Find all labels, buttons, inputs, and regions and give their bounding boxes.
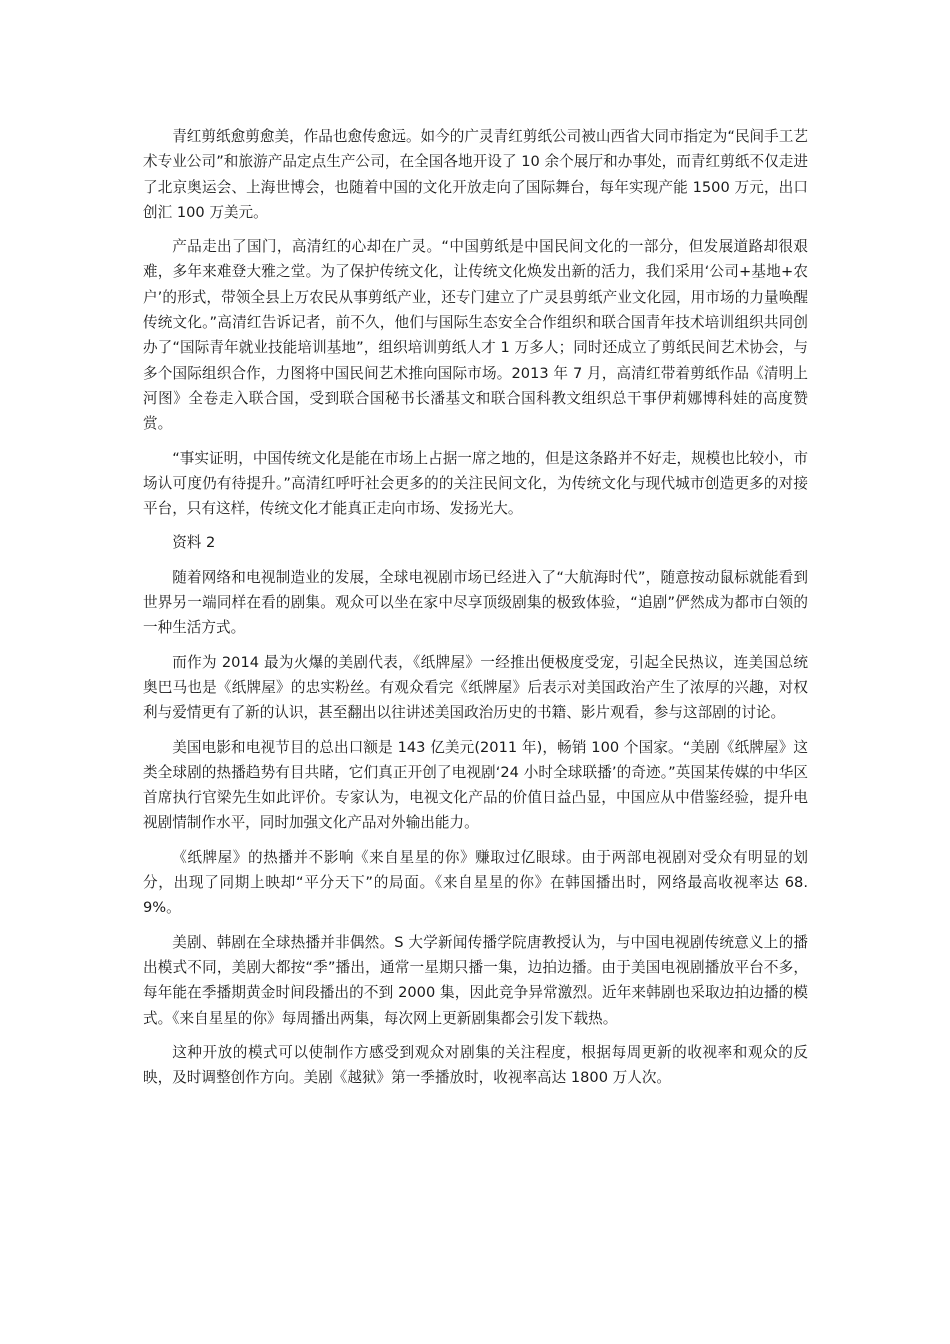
paragraph-my-love-from-the-star: 《纸牌屋》的热播并不影响《来自星星的你》赚取过亿眼球。由于两部电视剧对受众有明显的划分，出现了同期上映却“平分天下”的局面。《来自星星的你》在韩国播出时，网络最高收视率达 68.9%。 [143,848,808,917]
paragraph-traditional-culture-market: “事实证明，中国传统文化是能在市场上占据一席之地的，但是这条路并不好走，规模也比较小，市场认可度仍有待提升。”高清红呼吁社会更多的的关注民间文化，为传统文化与现代城市创造更多的对接平台，只有这样，传统文化才能真正走向市场、发扬光大。 [143,449,808,518]
paragraph-house-of-cards: 而作为 2014 最为火爆的美剧代表，《纸牌屋》一经推出便极度受宠，引起全民热议，连美国总统奥巴马也是《纸牌屋》的忠实粉丝。有观众看完《纸牌屋》后表示对美国政治产生了浓厚的兴趣，对权利与爱情更有了新的认识，甚至翻出以往讲述美国政治历史的书籍、影片观看，参与这部剧的讨论。 [143,653,808,722]
paragraph-qinghong-papercut-company: 青红剪纸愈剪愈美，作品也愈传愈远。如今的广灵青红剪纸公司被山西省大同市指定为“民间手工艺术专业公司”和旅游产品定点生产公司，在全国各地开设了 10 余个展厅和办事处，而青红剪纸不仅走进了北京奥运会、上海世博会，也随着中国的文化开放走向了国际舞台，每年实现产能 1500 万元，出口创汇 100 万美元。 [143,128,808,221]
paragraph-broadcast-model: 美剧、韩剧在全球热播并非偶然。S 大学新闻传播学院唐教授认为，与中国电视剧传统意义上的播出模式不同，美剧大都按“季”播出，通常一星期只播一集，边拍边播。由于美国电视剧播放平台不多，每年能在季播期黄金时间段播出的不到 2000 集，因此竞争异常激烈。近年来韩剧也采取边拍边播的模式。《来自星星的你》每周播出两集，每次网上更新剧集都会引发下载热。 [143,933,808,1027]
paragraph-gao-qinghong-guangling: 产品走出了国门，高清红的心却在广灵。“中国剪纸是中国民间文化的一部分，但发展道路却很艰难，多年来难登大雅之堂。为了保护传统文化，让传统文化焕发出新的活力，我们采用‘公司+基地+农户’的形式，带领全县上万农民从事剪纸产业，还专门建立了广灵县剪纸产业文化园，用市场的力量唤醒传统文化。”高清红告诉记者，前不久，他们与国际生态安全合作组织和联合国青年技术培训组织共同创办了“国际青年就业技能培训基地”，组织培训剪纸人才 1 万多人；同时还成立了剪纸民间艺术协会，与多个国际组织合作，力图将中国民间艺术推向国际市场。2013 年 7 月，高清红带着剪纸作品《清明上河图》全卷走入联合国，受到联合国秘书长潘基文和联合国科教文组织总干事伊莉娜博科娃的高度赞赏。 [143,238,808,433]
paragraph-open-model: 这种开放的模式可以使制作方感受到观众对剧集的关注程度，根据每周更新的收视率和观众的反映，及时调整创作方向。美剧《越狱》第一季播放时，收视率高达 1800 万人次。 [143,1043,808,1087]
document-body [143,124,808,1099]
paragraph-global-tv-market: 随着网络和电视制造业的发展，全球电视剧市场已经进入了“大航海时代”，随意按动鼠标就能看到世界另一端同样在看的剧集。观众可以坐在家中尽享顶级剧集的极致体验，“追剧”俨然成为都市白领的一种生活方式。 [143,568,808,637]
section-label-material-2: 资料 2 [172,534,216,552]
paragraph-us-export: 美国电影和电视节目的总出口额是 143 亿美元(2011 年)，畅销 100 个国家。“美剧《纸牌屋》这类全球剧的热播趋势有目共睹，它们真正开创了电视剧‘24 小时全球联播’的奇迹。”英国某传媒的中华区首席执行官梁先生如此评价。专家认为，电视文化产品的价值日益凸显，中国应从中借鉴经验，提升电视剧情制作水平，同时加强文化产品对外输出能力。 [143,738,808,832]
